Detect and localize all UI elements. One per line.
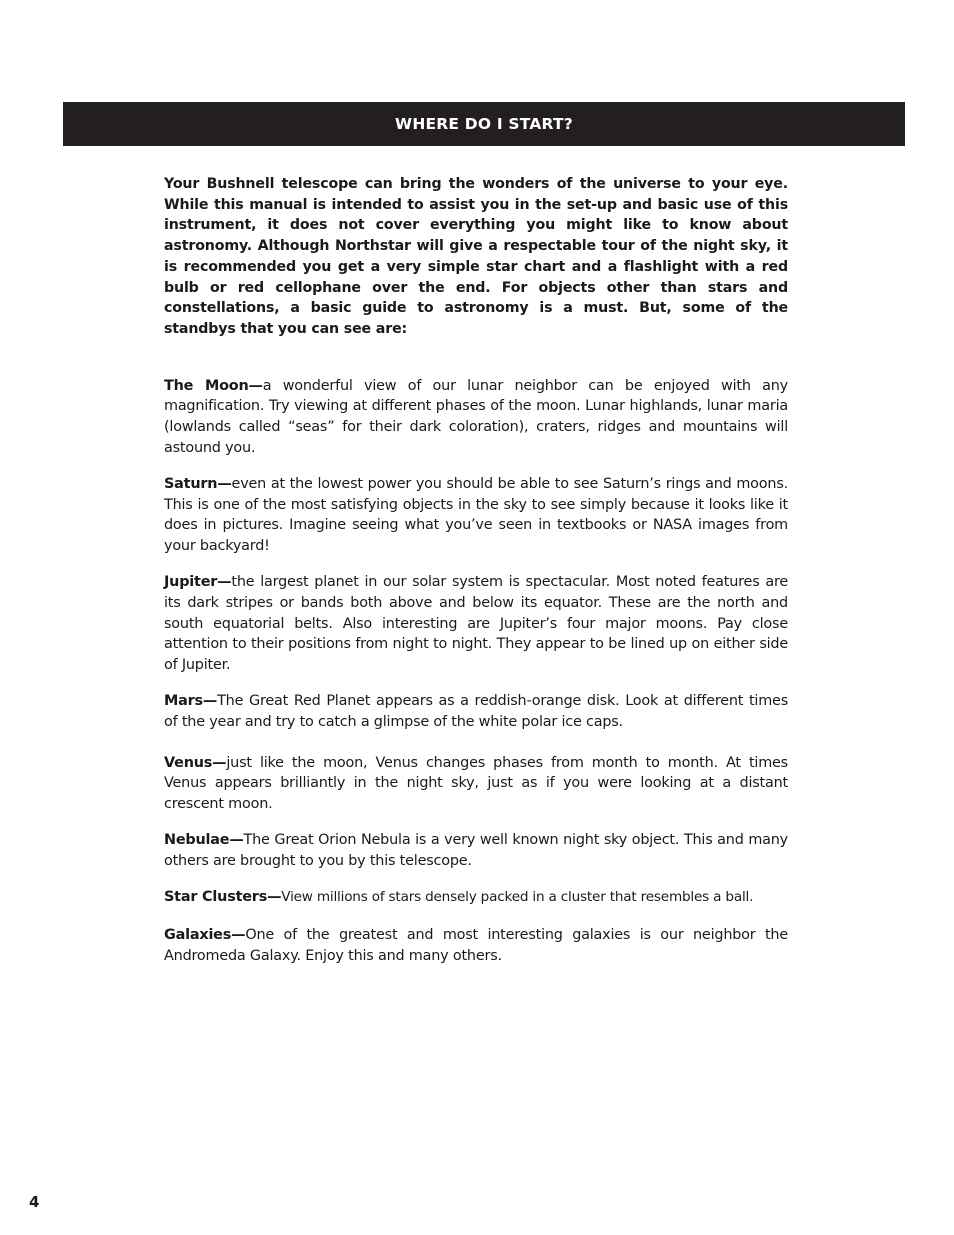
item-description: One of the greatest and most interesting galaxies is our neighbor the Andromeda Galaxy. Enjoy this and many others. bbox=[164, 926, 788, 964]
object-list bbox=[164, 376, 788, 967]
intro-paragraph: Your Bushnell telescope can bring the wonders of the universe to your eye. While this manual is intended to assist you in the set-up and basic use of this instrument, it does not cover everything you might like to know about astronomy. Although Northstar will give a respectable tour of the night sky, it is recommended you get a very simple star chart and a flashlight with a red bulb or red cellophane over the end. For objects other than stars and constellations, a basic guide to astronomy is a must. But, some of the standbys that you can see are: bbox=[164, 176, 788, 337]
item-term: Venus— bbox=[164, 754, 227, 771]
item-description: The Great Red Planet appears as a reddish-orange disk. Look at different times of the year and try to catch a glimpse of the white polar ice caps. bbox=[164, 693, 788, 730]
list-item-nebulae bbox=[164, 830, 788, 871]
page-number: 4 bbox=[29, 1193, 40, 1211]
item-description: even at the lowest power you should be able to see Saturn’s rings and moons. This is one of the most satisfying objects in the sky to see simply because it looks like it does in pictures. Imagine seeing what you’ve seen in textbooks or NASA images from your backyard! bbox=[164, 475, 788, 555]
item-term: Star Clusters— bbox=[164, 889, 282, 906]
item-term: Nebulae— bbox=[164, 832, 244, 849]
list-item-star-clusters bbox=[164, 887, 788, 908]
list-item-galaxies bbox=[164, 925, 788, 966]
item-term: Saturn— bbox=[164, 475, 232, 492]
item-term: Mars— bbox=[164, 693, 218, 710]
item-description: the largest planet in our solar system is spectacular. Most noted features are its dark stripes or bands both above and below its equator. These are the north and south equatorial belts. Also interesting are Jupiter’s four major moons. Pay close attention to their positions from night to night. They appear to be lined up on either side of Jupiter. bbox=[164, 574, 788, 674]
item-description: View millions of stars densely packed in a cluster that resembles a ball. bbox=[281, 889, 754, 906]
item-term: Galaxies— bbox=[164, 926, 246, 943]
list-item-moon bbox=[164, 376, 788, 459]
item-term: Jupiter— bbox=[164, 574, 232, 591]
list-item-saturn bbox=[164, 474, 788, 557]
list-item-jupiter bbox=[164, 572, 788, 676]
list-item-mars bbox=[164, 691, 788, 732]
item-term: The Moon— bbox=[164, 377, 263, 394]
section-title: WHERE DO I START? bbox=[395, 115, 573, 133]
section-header-bar bbox=[63, 102, 905, 146]
item-description: just like the moon, Venus changes phases from month to month. At times Venus appears brilliantly in the night sky, just as if you were looking at a distant crescent moon. bbox=[164, 754, 788, 813]
list-item-venus bbox=[164, 753, 788, 815]
item-description: The Great Orion Nebula is a very well known night sky object. This and many others are brought to you by this telescope. bbox=[164, 832, 788, 869]
page-content bbox=[164, 174, 788, 982]
item-description: a wonderful view of our lunar neighbor can be enjoyed with any magnification. Try viewing at different phases of the moon. Lunar highlands, lunar maria (lowlands called “seas” for their dark coloration), craters, ridges and mountains will astound you. bbox=[164, 377, 788, 456]
